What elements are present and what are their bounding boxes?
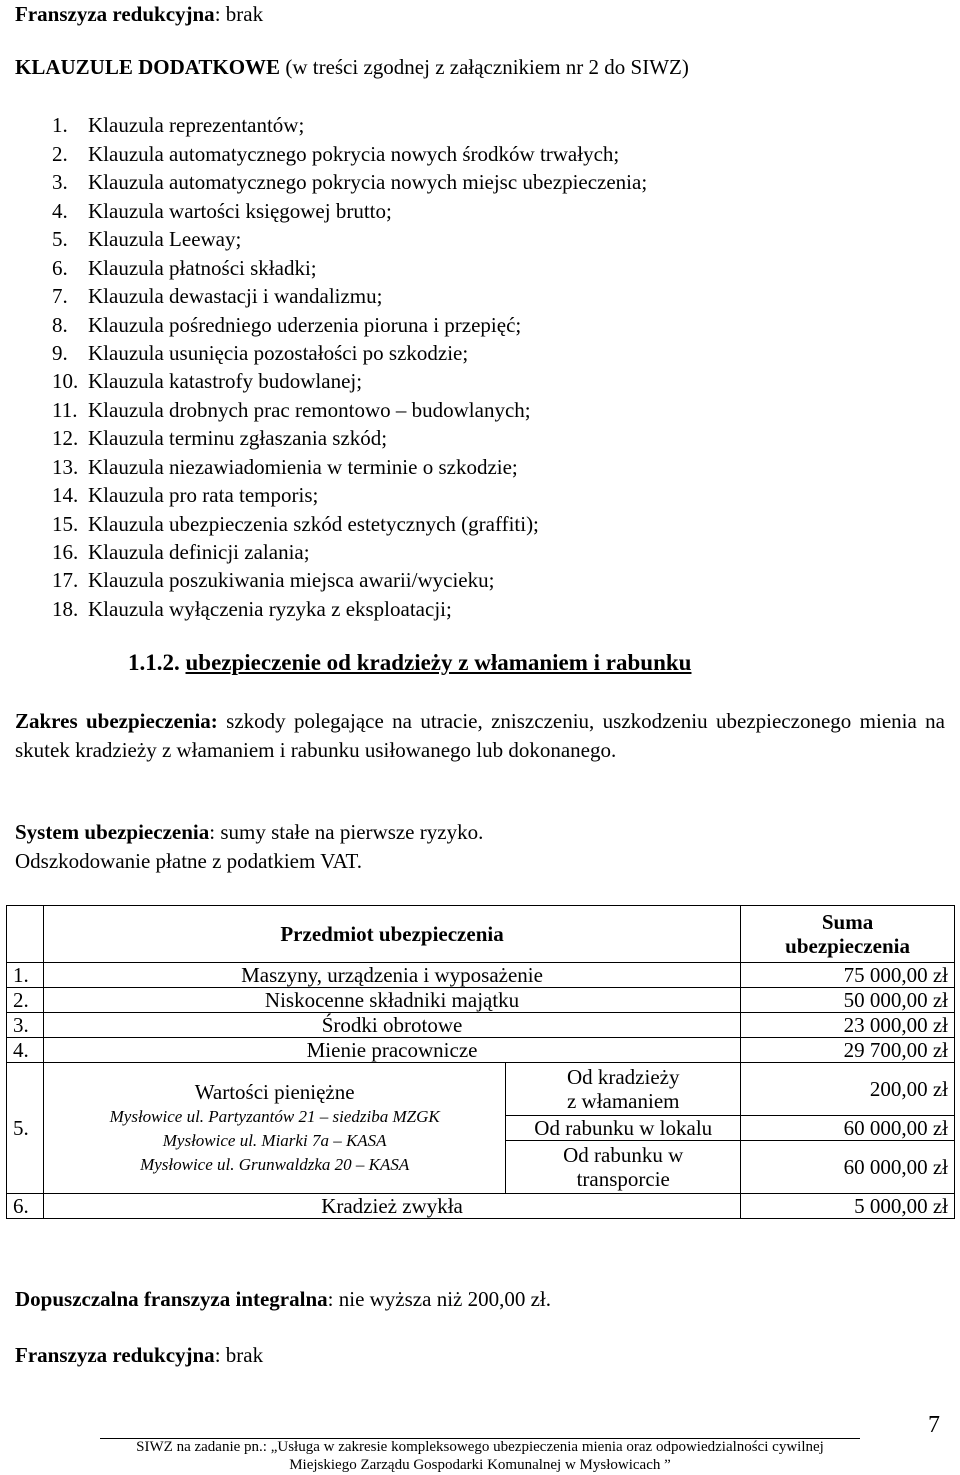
list-item: 1. Klauzula reprezentantów; [52,113,305,137]
cash-location: Mysłowice ul. Miarki 7a – KASA [162,1131,387,1150]
system-line [15,820,483,845]
deductible-line [15,1287,551,1312]
clauses-heading-rest: (w treści zgodnej z załącznikiem nr 2 do SIWZ) [280,55,689,79]
header-subject: Przedmiot ubezpieczenia [43,906,740,963]
list-item: 8. Klauzula pośredniego uderzenia pioruna i przepięć; [52,313,522,337]
franchise-line-top [15,2,263,27]
list-item: 6. Klauzula płatności składki; [52,256,317,280]
insurance-table [6,905,955,1219]
franchise-value: : brak [214,2,264,26]
list-item: 10. Klauzula katastrofy budowlanej; [52,369,363,393]
franchise-line-bottom [15,1343,263,1368]
section-heading [128,650,691,676]
list-item: 7. Klauzula dewastacji i wandalizmu; [52,284,383,308]
list-item: 16. Klauzula definicji zalania; [52,540,310,564]
cash-sub-burglary: Od kradzieży z włamaniem [506,1063,741,1116]
section-title: ubezpieczenie od kradzieży z włamaniem i rabunku [185,650,692,675]
table-row: 3. Środki obrotowe 23 000,00 zł [7,1013,955,1038]
franchise-value: : brak [214,1343,264,1367]
scope-paragraph [15,707,945,765]
cash-location: Mysłowice ul. Partyzantów 21 – siedziba MZGK [109,1107,440,1126]
system-text: : sumy stałe na pierwsze ryzyko. [209,820,484,844]
list-item: 4. Klauzula wartości księgowej brutto; [52,199,392,223]
list-item: 11. Klauzula drobnych prac remontowo – budowlanych; [52,398,531,422]
franchise-label: Franszyza redukcyjna [15,2,215,26]
list-item: 13. Klauzula niezawiadomienia w terminie o szkodzie; [52,455,518,479]
list-item: 15. Klauzula ubezpieczenia szkód estetycznych (graffiti); [52,512,539,536]
clauses-heading-bold: KLAUZULE DODATKOWE [15,55,281,79]
list-item: 3. Klauzula automatycznego pokrycia nowych miejsc ubezpieczenia; [52,170,648,194]
table-row-cash-robbery-premises: Od rabunku w lokalu 60 000,00 zł [7,1116,955,1141]
deductible-text: : nie wyższa niż 200,00 zł. [327,1287,552,1311]
list-item: 17. Klauzula poszukiwania miejsca awarii/wycieku; [52,568,495,592]
header-sum: Suma ubezpieczenia [741,906,955,963]
list-item: 5. Klauzula Leeway; [52,227,242,251]
list-item: 9. Klauzula usunięcia pozostałości po szkodzie; [52,341,469,365]
cash-cell [43,1063,505,1194]
page-number: 7 [928,1412,940,1438]
footer-line-2: Miejskiego Zarządu Gospodarki Komunalnej w Mysłowicach ” [289,1457,671,1473]
table-row: 4. Mienie pracownicze 29 700,00 zł [7,1038,955,1063]
section-number: 1.1.2. [128,650,180,675]
table-row-cash: 5. Wartości pieniężne Mysłowice ul. Partyzantów 21 – siedziba MZGK Mysłowice ul. Miarki 7a – KASA Mysłowice ul. Grunwaldzka 20 – KASA Od kradzieży z włamaniem 200,00 zł [7,1063,955,1116]
scope-label: Zakres ubezpieczenia: [15,709,218,733]
list-item: 12. Klauzula terminu zgłaszania szkód; [52,426,388,450]
list-item: 14. Klauzula pro rata temporis; [52,483,319,507]
table-row: 2. Niskocenne składniki majątku 50 000,00 zł [7,988,955,1013]
clauses-heading [15,55,689,80]
table-row-cash-robbery-transport: Od rabunku w transporcie 60 000,00 zł [7,1141,955,1194]
system-label: System ubezpieczenia [15,820,210,844]
cash-subject: Wartości pieniężne [194,1080,355,1104]
cash-location: Mysłowice ul. Grunwaldzka 20 – KASA [140,1155,410,1174]
table-row: 1. Maszyny, urządzenia i wyposażenie 75 000,00 zł [7,963,955,988]
scope-text: szkody polegające na utracie, zniszczeniu, uszkodzeniu ubezpieczonego mienia na skutek kradzieży z włamaniem i rabunku usiłowanego lub dokonanego. [15,709,945,762]
list-item: 2. Klauzula automatycznego pokrycia nowych środków trwałych; [52,142,620,166]
vat-line: Odszkodowanie płatne z podatkiem VAT. [15,849,363,873]
footer-line-1: SIWZ na zadanie pn.: „Usługa w zakresie kompleksowego ubezpieczenia mienia oraz odpowiedzialności cywilnej [136,1439,824,1455]
deductible-label: Dopuszczalna franszyza integralna [15,1287,328,1311]
list-item: 18. Klauzula wyłączenia ryzyka z eksploatacji; [52,597,452,621]
table-header-row [7,906,955,963]
table-row: 6. Kradzież zwykła 5 000,00 zł [7,1194,955,1219]
franchise-label: Franszyza redukcyjna [15,1343,215,1367]
